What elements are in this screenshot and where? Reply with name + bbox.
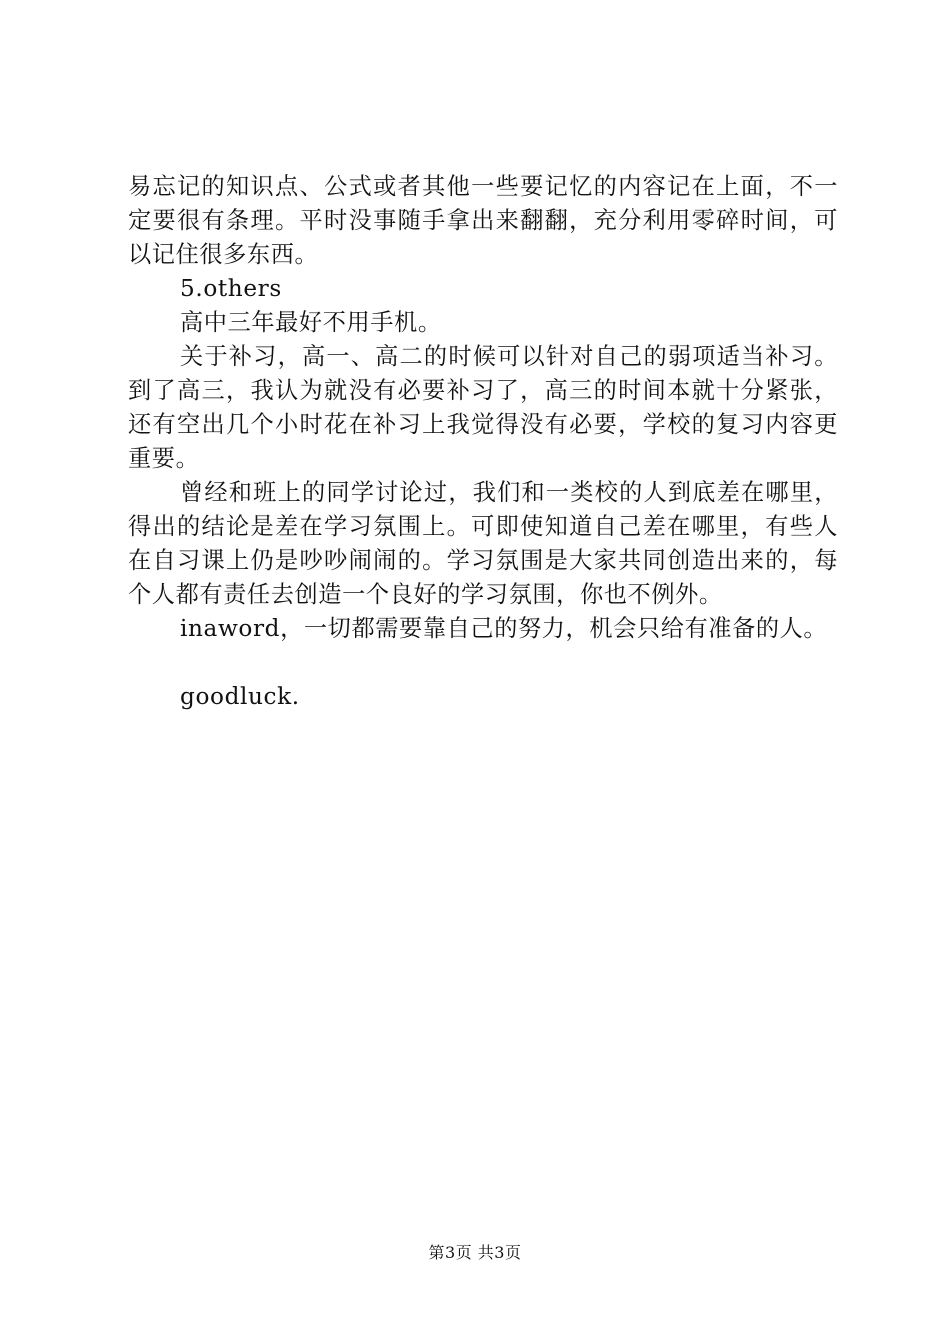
paragraph-phone: 高中三年最好不用手机。 (180, 309, 442, 336)
paragraph-good-luck: goodluck. (180, 683, 300, 710)
paragraph-tutoring: 关于补习，高一、高二的时候可以针对自己的弱项适当补习。到了高三，我认为就没有必要补习了，高三的时间本就十分紧张，还有空出几个小时花在补习上我觉得没有必要，学校的复习内容更重要。 (128, 343, 838, 472)
paragraph-study-atmosphere: 曾经和班上的同学讨论过，我们和一类校的人到底差在哪里，得出的结论是差在学习氛围上。可即使知道自己差在哪里，有些人在自习课上仍是吵吵闹闹的。学习氛围是大家共同创造出来的，每个人都有责任去创造一个良好的学习氛围，你也不例外。 (128, 479, 838, 608)
section-heading-others: 5.others (180, 275, 282, 302)
page-footer (0, 1242, 950, 1264)
document-body (128, 170, 838, 714)
page-number-label: 第3页 共3页 (428, 1243, 522, 1262)
paragraph-continuation: 易忘记的知识点、公式或者其他一些要记忆的内容记在上面，不一定要很有条理。平时没事随手拿出来翻翻，充分利用零碎时间，可以记住很多东西。 (128, 173, 838, 268)
paragraph-in-a-word: inaword，一切都需要靠自己的努力，机会只给有准备的人。 (180, 615, 828, 642)
